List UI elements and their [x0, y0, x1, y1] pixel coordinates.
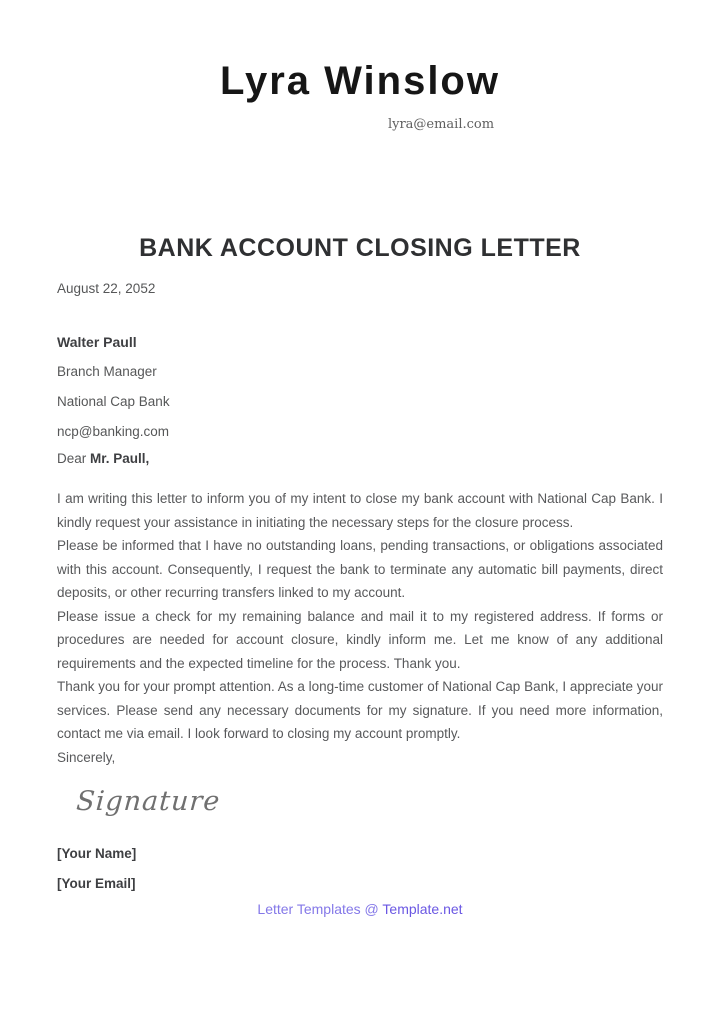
body-paragraph: I am writing this letter to inform you of my intent to close my bank account with National Cap Bank. I kindly request your assistance in initiating the necessary steps for the closure process.	[57, 491, 663, 530]
recipient-block	[57, 327, 663, 447]
body-paragraph: Please be informed that I have no outstanding loans, pending transactions, or obligations associated with this account. Consequently, I request the bank to terminate any automatic bill payments, direct deposits, or other recurring transfers linked to my account.	[57, 538, 663, 600]
sender-name: Lyra Winslow	[220, 59, 500, 103]
salutation-prefix: Dear	[57, 451, 91, 466]
letter-body	[57, 487, 663, 769]
recipient-role: Branch Manager	[57, 364, 157, 379]
salutation	[57, 447, 663, 471]
recipient-company: National Cap Bank	[57, 394, 170, 409]
salutation-recipient: Mr. Paull,	[90, 451, 150, 466]
sender-email-row	[0, 117, 720, 133]
body-paragraph: Thank you for your prompt attention. As a long-time customer of National Cap Bank, I appreciate your services. Please send any necessary documents for my signature. If you need more information, contact me via email. I look forward to closing my account promptly.	[57, 679, 663, 741]
footer-credit-label: Letter Templates @	[257, 901, 383, 917]
letter-date: August 22, 2052	[57, 281, 156, 296]
signer-email-placeholder: [Your Email]	[57, 876, 136, 891]
footer-template-link[interactable]: Template.net	[382, 901, 463, 917]
body-paragraph: Please issue a check for my remaining balance and mail it to my registered address. If forms or procedures are needed for account closure, kindly inform me. Let me know of any additional requirements and the expected timeline for the process. Thank you.	[57, 608, 663, 671]
sender-email: lyra@email.com	[387, 117, 495, 132]
letter-title: BANK ACCOUNT CLOSING LETTER	[139, 234, 581, 262]
recipient-email: ncp@banking.com	[57, 424, 170, 439]
signature-script: Signature	[75, 786, 222, 817]
signer-name-placeholder: [Your Name]	[57, 846, 137, 861]
closing-line: Sincerely,	[57, 749, 116, 765]
footer-credit	[57, 901, 663, 918]
recipient-name: Walter Paull	[57, 334, 137, 350]
